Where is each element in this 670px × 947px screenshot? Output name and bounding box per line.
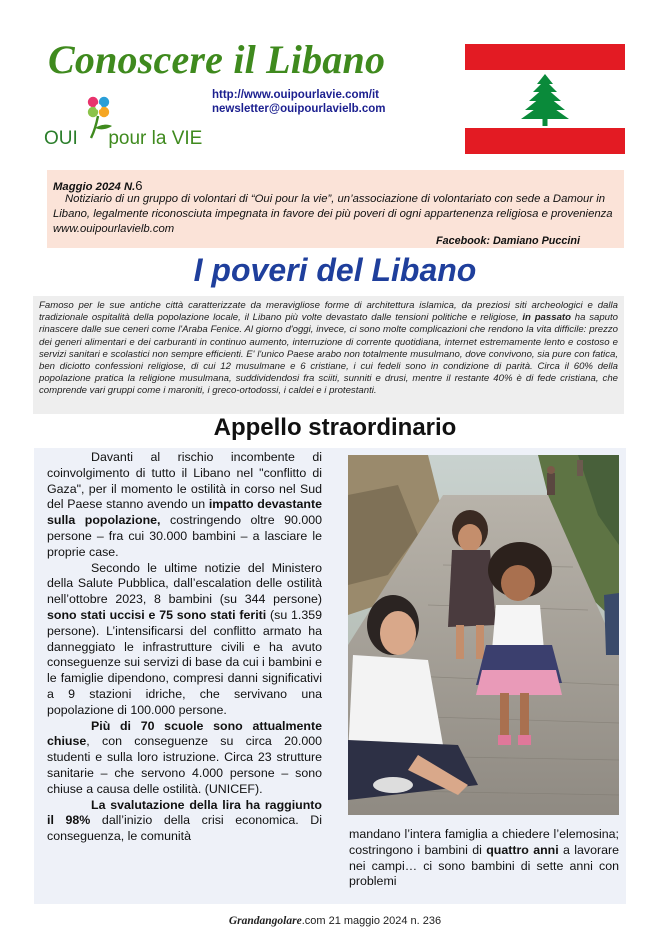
children-photo	[348, 455, 619, 815]
issue-number: 6	[135, 178, 143, 193]
intro-text: Notiziario di un gruppo di volontari di “Oui pour la vie”, un’associazione di volontariato con sede a Damour in Libano, legalmente riconosciuta impegnata in favore dei più poveri di ogni appartenenza religiosa e provenienza www.ouipourlavielb.com	[53, 193, 613, 235]
summary-box	[33, 296, 624, 414]
issue-line: Maggio 2024 N.6	[53, 178, 143, 193]
logo-oui-text: OUI	[44, 128, 78, 149]
summary-text: Famoso per le sue antiche città caratterizzate da meravigliose forme di architettura islamica, da preziosi siti archeologici e dalla tradizionale ospitalità della popolazione locale, il Libano più volte devastato dalle tensioni politiche e religiose, in passato ha saputo rinascere dalle sue ceneri come l'Araba Fenice. Al giorno d'oggi, invece, ci sono molte complicazioni che rendono la vita difficile: prezzo dei generi alimentari e dei carburanti in continuo aumento, interruzione di corrente quotidiana, internet estremamente lento e costoso e servizi sanitari e scolastici non sempre efficienti. E' l'unico Paese arabo non totalmente musulmano, dove convivono, sia pure con fatica, ben diciotto confessioni religiose, di cui 12 musulmane e 6 cristiane, i cui fedeli sono in condizione di parità. Circa il 60% della popolazione pratica la religione musulmana, suddividendosi fra sciiti, sunniti e drusi, mentre il restante 40% è di fede cristiana, che comprende vari gruppi come i maroniti, i greco-ortodossi, i caldei e i protestanti.	[39, 300, 619, 397]
intro-box	[47, 170, 624, 248]
paragraph-4: La svalutazione della lira ha raggiunto il 98% dall’inizio della crisi economica. Di conseguenza, le comunità	[47, 797, 322, 844]
article-right-column	[349, 827, 619, 890]
paragraph-right-1: mandano l’intera famiglia a chiedere l’elemosina; costringono i bambini di quattro anni a lavorare nei campi… ci sono bambini di sette anni con problemi	[349, 827, 619, 889]
article-left-column	[47, 450, 322, 845]
website-link[interactable]: http://www.ouipourlavie.com/it	[212, 89, 379, 101]
paragraph-2: Secondo le ultime notizie del Ministero della Salute Pubblica, dall’escalation delle ostilità nell’ottobre 2023, 8 bambini (su 344 persone) sono stati uccisi e 75 sono stati feriti (su 1.359 persone). L’intensificarsi del conflitto armato ha danneggiato le infrastrutture civili e ha avuto conseguenze sui servizi di base da cui i bambini e le famiglie dipendono, compresi danni significativi a 9 stazioni idriche, che servivano una popolazione di 100.000 persone.	[47, 560, 322, 717]
footer-brand: Grandangolare	[228, 915, 302, 927]
lebanon-flag	[465, 44, 625, 154]
article-main-title: I poveri del Libano	[193, 252, 477, 288]
footer-credit	[0, 915, 670, 927]
paragraph-1: Davanti al rischio incombente di coinvolgimento di tutto il Libano nel "conflitto di Gaza", per il momento le ostilità in corso nel Sud del Paese stanno avendo un impatto devastante sulla popolazione, costringendo oltre 90.000 persone – fra cui 30.000 bambini – a lasciare le proprie case.	[47, 450, 322, 559]
paragraph-3: Più di 70 scuole sono attualmente chiuse, con conseguenze su circa 20.000 studenti e sulla loro istruzione. Circa 23 strutture sanitarie – che servono 4.000 persone – sono chiuse a causa delle ostilità. (UNICEF).	[47, 718, 322, 796]
facebook-credit: Facebook: Damiano Puccini	[436, 235, 580, 247]
newsletter-title: Conoscere il Libano	[48, 37, 386, 82]
logo-pour-la-vie-text: pour la VIE	[108, 128, 203, 149]
section-title: Appello straordinario	[213, 414, 457, 441]
footer-date: .com 21 maggio 2024 n. 236	[301, 915, 442, 927]
newsletter-email-link[interactable]: newsletter@ouipourlavielb.com	[212, 103, 386, 115]
